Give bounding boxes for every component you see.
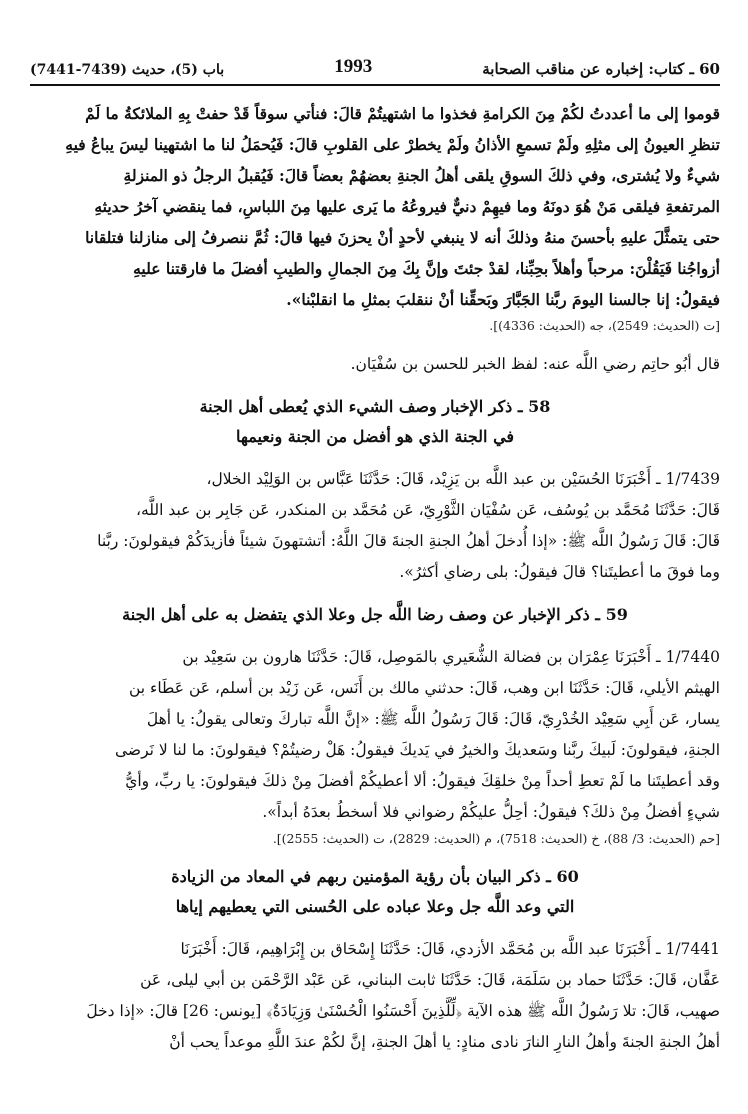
text-line: حتى يتمثَّلَ عليهِ بأحسنَ منهُ وذلكَ أنه لا ينبغي لأحدٍ أنْ يحزنَ فيها قالَ: ثُمَّ ننصرفُ إلى منازلنا فتلقانا: [85, 228, 720, 247]
source-reference: [ت (الحديث: 2549)، جه (الحديث: 4336)].: [489, 318, 720, 333]
text-paragraph: [30, 349, 720, 380]
text-line: شيءٌ ولا يُشترى، وفي ذلكَ السوقِ يلقى أهلُ الجنةِ بعضهُمْ بعضاً قالَ: فَيُقبلُ الرجلُ ذو المنزلةِ: [123, 166, 720, 185]
heading-line: 60 ـ ذكر البيان بأن رؤية المؤمنين ربهم في المعاد من الزيادة: [171, 867, 579, 886]
chapter-reference: باب (5)، حديث (7439-7441): [30, 62, 225, 78]
text-line: أزواجُنا فَيَقُلْنَ: مرحباً وأهلاً بحِبِّنا، لقدْ جئتَ وإنَّ بِكَ مِنَ الجمالِ والطيبِ أفضلَ ما فارقتنا عليهِ: [133, 259, 720, 278]
text-line: الهيثم الأيلي، قَالَ: حَدَّثَنَا ابن وهب، قَالَ: حدثني مالك بن أَنَس، عَن زَيْد بن أسلم، عَن عَطَاء بن: [129, 679, 720, 697]
text-line: المرتفعةِ فيلقى مَنْ هُوَ دونَهُ وما فيهِمْ دنيٌّ فيروعُهُ ما يَرى عليها مِنَ اللباسِ، فما ينقضي آخرُ حديثهِ: [94, 197, 720, 216]
text-line: 1/7439 ـ أَخْبَرَنَا الحُسَيْن بن عبد اللَّه بن يَزِيْد، قَالَ: حَدَّثَنَا عَبَّاس بن الوَلِيْد الخلال،: [206, 470, 720, 488]
hadith-text: [30, 98, 720, 315]
text-line: قوموا إلى ما أعددتُ لكُمْ مِنَ الكرامةِ فخذوا ما اشتهيتُمْ قالَ: فنأتي سوقاً قَدْ حفتْ بِهِ الملائكةُ ما لَمْ: [85, 104, 720, 123]
page-number: 1993: [334, 56, 373, 77]
text-line: وقد أعطيتَنا ما لَمْ تعطِ أحداً مِنْ خلقِكَ فيقولُ: ألا أعطيكُمْ أفضلَ مِنْ ذلكَ فيقولونَ: يا ربِّ، وأيُّ: [125, 772, 720, 790]
text-line: أهلُ الجنةِ الجنةَ وأهلُ النارِ النارَ نادى منادٍ: يا أهلَ الجنةِ، إنَّ لكُمْ عندَ اللَّهِ موعداً يحب أنْ: [169, 1033, 720, 1051]
text-line: قال أبُو حاتِم رضي اللَّه عنه: لفظ الخبر للحسن بن سُفْيَان.: [350, 355, 720, 373]
text-paragraph: [30, 464, 720, 588]
book-title: 60 ـ كتاب: إخباره عن مناقب الصحابة: [482, 60, 720, 78]
section-heading: [30, 600, 720, 630]
text-line: الجنةِ، فيقولونَ: لَبيكَ ربَّنا وسَعديكَ والخيرُ في يَديكَ فيقولُ: هَلْ رضيتُمْ؟ فيقولونَ: ما لنا لا نَرضى: [115, 741, 720, 759]
section-heading: [30, 392, 720, 452]
text-line: 1/7441 ـ أَخْبَرَنَا عبد اللَّه بن مُحَمَّد الأزدي، قَالَ: حَدَّثَنَا إِسْحَاق بن إِبْرَاهِيم، قَالَ: أَخْبَرَنَا: [180, 940, 720, 958]
text-line: صهيب، قَالَ: تلا رَسُولُ اللَّه ﷺ هذه الآية ﴿لِّلَّذِينَ أَحْسَنُوا الْحُسْنَىٰ وَزِيَادَةٌ﴾ [يونس: 26] قالَ: «إذا دخلَ: [86, 1002, 720, 1020]
heading-line: في الجنة الذي هو أفضل من الجنة ونعيمها: [235, 427, 515, 446]
source-reference: [حم (الحديث: 3/ 88)، خ (الحديث: 7518)، م (الحديث: 2829)، ت (الحديث: 2555)].: [272, 831, 720, 846]
text-line: يسار، عَن أَبِي سَعِيْد الخُدْرِيّ، قَالَ: قَالَ رَسُولُ اللَّه ﷺ: «إنَّ اللَّه تباركَ وتعالى يقولُ: يا أهلَ: [146, 710, 720, 728]
text-line: وما فوقَ ما أعطيتَنا؟ قالَ فيقولُ: بلى رضاي أكثرُ».: [399, 563, 720, 581]
text-line: تنظرِ العيونُ إلى مثلِهِ ولَمْ تسمعِ الأذانُ ولَمْ يخطرْ على القلوبِ قالَ: فَيُحمَلُ لنا ما اشتهينا ليسَ يباعُ فيهِ: [65, 135, 720, 154]
section-heading: [30, 862, 720, 922]
page-header: [30, 50, 720, 86]
heading-line: التي وعد اللَّه جل وعلا عباده على الحُسنى التي يعطيهم إياها: [175, 897, 575, 916]
page-body: [30, 98, 720, 1058]
text-line: شيءٍ أفضلُ مِنْ ذلكَ؟ فيقولُ: أحِلُّ عليكُمْ رضواني فلا أسخطُ بعدَهُ أبداً».: [262, 803, 720, 821]
text-line: 1/7440 ـ أَخْبَرَنَا عِمْرَان بن فضالة الشُّعَيري بالمَوصِل، قَالَ: حَدَّثَنَا هارون بن سَعِيْد بن: [182, 648, 720, 666]
text-line: قَالَ: حَدَّثَنَا مُحَمَّد بن يُوسُف، عَن سُفْيَان الثَّوْرِيّ، عَن مُحَمَّد بن المنكدر، عَن جَابِر بن عبد اللَّه،: [135, 501, 720, 519]
heading-line: 58 ـ ذكر الإخبار وصف الشيء الذي يُعطى أهل الجنة: [199, 397, 551, 416]
text-line: عَفَّان، قَالَ: حَدَّثَنَا حماد بن سَلَمَة، قَالَ: حَدَّثَنَا ثابت البناني، عَن عَبْد الرَّحْمَن بن أبي ليلى، عَن: [140, 971, 720, 989]
text-paragraph: [30, 642, 720, 828]
text-paragraph: [30, 934, 720, 1058]
text-line: قَالَ: قَالَ رَسُولُ اللَّه ﷺ: «إذا أُدخلَ أهلُ الجنةِ الجنةَ قالَ اللَّهُ: أتشتهونَ شيئاً فأزيدَكُمْ فيقولونَ: ربَّنا: [97, 532, 720, 550]
heading-line: 59 ـ ذكر الإخبار عن وصف رضا اللَّه جل وعلا الذي يتفضل به على أهل الجنة: [122, 605, 628, 624]
text-line: فيقولُ: إنا جالسنا اليومَ ربَّنا الجَبَّارَ وبَحقِّنا أنْ ننقلبَ بمثلِ ما انقلبْنا».: [286, 290, 720, 309]
book-page: [30, 50, 720, 1058]
